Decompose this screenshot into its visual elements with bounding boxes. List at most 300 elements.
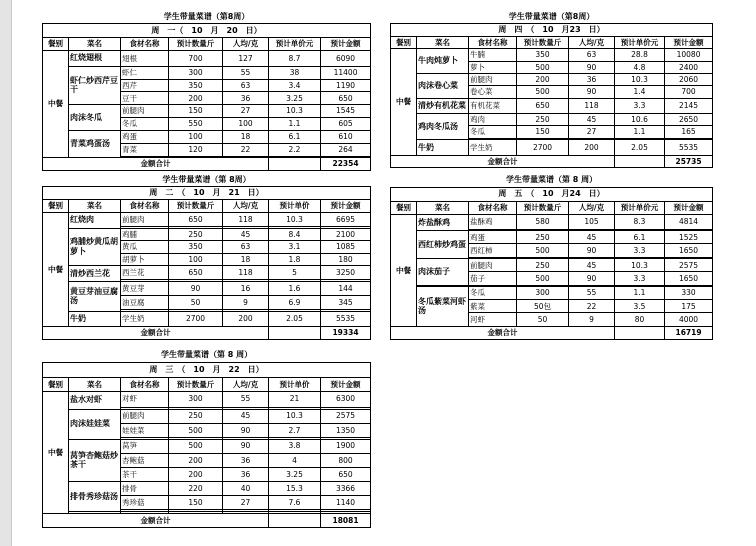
dish-name: 牛肉炖萝卜 — [417, 49, 469, 74]
table-row — [391, 49, 713, 61]
total-label: 金额合计 — [391, 326, 615, 339]
dish-name: 冬瓜紫菜河虾汤 — [417, 287, 469, 327]
unit-price: 3.1 — [269, 241, 321, 254]
unit-price: 3.25 — [269, 92, 321, 105]
unit-price: 21 — [269, 391, 321, 407]
table-row — [391, 73, 713, 85]
per-person: 90 — [569, 61, 615, 73]
ingredient: 盐酥鸡 — [469, 214, 517, 229]
ingredient: 牛腩 — [469, 49, 517, 61]
total-amount: 16719 — [665, 326, 713, 339]
column-header: 预计金额 — [321, 377, 371, 391]
column-header: 预计数量斤 — [169, 200, 223, 213]
column-header: 人均/克 — [223, 200, 269, 213]
quantity: 250 — [169, 228, 223, 241]
column-header: 预计单价元 — [269, 37, 321, 50]
quantity: 250 — [169, 409, 223, 423]
ingredient: 有机花菜 — [469, 98, 517, 113]
amount: 605 — [321, 118, 371, 131]
quantity: 50 — [169, 295, 223, 309]
menu-title: 学生带量菜谱（第8周） — [163, 12, 250, 22]
column-header: 菜名 — [417, 201, 469, 214]
column-header: 人均/克 — [223, 37, 269, 50]
total-amount: 22354 — [321, 158, 371, 171]
amount: 330 — [665, 287, 713, 300]
unit-price: 1.4 — [615, 86, 665, 98]
quantity: 220 — [169, 482, 223, 496]
column-header: 人均/克 — [569, 36, 615, 48]
quantity: 200 — [169, 453, 223, 467]
ingredient: 前腿肉 — [469, 259, 517, 272]
per-person: 45 — [569, 231, 615, 244]
unit-price: 10.6 — [615, 114, 665, 126]
menu-title: 学生带量菜谱（第 8 周） — [160, 349, 253, 359]
quantity: 100 — [169, 253, 223, 266]
amount: 10080 — [665, 49, 713, 61]
per-person: 27 — [569, 126, 615, 138]
amount: 650 — [321, 467, 371, 481]
column-header: 餐别 — [43, 200, 69, 213]
amount: 1140 — [321, 496, 371, 510]
amount: 5535 — [321, 311, 371, 327]
dish-name: 肉沫冬瓜 — [69, 105, 121, 131]
unit-price: 2.05 — [269, 311, 321, 327]
quantity: 300 — [517, 287, 569, 300]
dish-name: 肉沫茄子 — [417, 259, 469, 285]
meal-type: 中餐 — [391, 49, 417, 155]
column-header: 食材名称 — [121, 200, 169, 213]
column-header: 餐别 — [43, 377, 69, 391]
quantity: 200 — [169, 467, 223, 481]
amount: 4814 — [665, 214, 713, 229]
ingredient: 茄子 — [469, 272, 517, 285]
per-person: 90 — [223, 439, 269, 453]
quantity: 700 — [169, 50, 223, 66]
unit-price: 2.7 — [269, 423, 321, 437]
unit-price: 6.9 — [269, 295, 321, 309]
table-row — [391, 140, 713, 155]
column-header: 食材名称 — [469, 36, 517, 48]
ingredient: 冬瓜 — [469, 287, 517, 300]
unit-price: 1.1 — [615, 126, 665, 138]
menu-table-thursday — [390, 11, 713, 168]
column-header: 预计金额 — [321, 37, 371, 50]
per-person: 9 — [569, 313, 615, 326]
ingredient: 胡萝卜 — [121, 253, 169, 266]
amount: 1650 — [665, 244, 713, 257]
amount: 264 — [321, 143, 371, 156]
ingredient: 鸡肉 — [469, 114, 517, 126]
column-header: 预计数量斤 — [517, 36, 569, 48]
per-person: 55 — [569, 287, 615, 300]
per-person: 118 — [569, 98, 615, 113]
amount: 2650 — [665, 114, 713, 126]
unit-price: 3.3 — [615, 98, 665, 113]
amount: 165 — [665, 126, 713, 138]
amount: 6300 — [321, 391, 371, 407]
quantity: 300 — [169, 391, 223, 407]
menu-table-monday — [42, 11, 371, 171]
ingredient: 鸡蛋 — [469, 231, 517, 244]
ingredient: 前腿肉 — [121, 212, 169, 226]
ingredient: 豆干 — [121, 92, 169, 105]
total-spacer — [615, 326, 665, 339]
dish-name: 排骨秀珍菇汤 — [69, 482, 121, 512]
per-person: 45 — [223, 228, 269, 241]
per-person: 45 — [569, 259, 615, 272]
meal-type: 中餐 — [43, 391, 69, 513]
amount: 2060 — [665, 73, 713, 85]
per-person: 118 — [223, 212, 269, 226]
quantity: 650 — [169, 212, 223, 226]
quantity: 120 — [169, 143, 223, 156]
amount: 1545 — [321, 105, 371, 118]
week-date: 周 三 （ 10 月 22 日） — [43, 362, 371, 377]
quantity: 90 — [169, 281, 223, 295]
amount: 1190 — [321, 79, 371, 92]
unit-price: 3.8 — [269, 439, 321, 453]
unit-price: 3.25 — [269, 467, 321, 481]
table-row — [43, 409, 371, 423]
week-date: 周 一（ 10 月 20 日） — [43, 24, 371, 38]
amount: 2575 — [321, 409, 371, 423]
per-person: 63 — [223, 241, 269, 254]
unit-price: 2.2 — [269, 143, 321, 156]
per-person: 9 — [223, 295, 269, 309]
dish-name: 肉沫娃娃菜 — [69, 409, 121, 439]
unit-price: 5 — [269, 266, 321, 280]
unit-price: 4 — [269, 453, 321, 467]
per-person: 127 — [223, 50, 269, 66]
total-amount: 18081 — [321, 513, 371, 527]
ingredient: 学生奶 — [469, 140, 517, 155]
per-person: 90 — [569, 272, 615, 285]
table-row — [43, 228, 371, 241]
quantity: 50包 — [517, 300, 569, 313]
ingredient: 冬瓜 — [469, 126, 517, 138]
week-date: 周 四 （ 10 月23 日） — [391, 23, 713, 36]
ingredient: 排骨 — [121, 482, 169, 496]
total-spacer — [269, 327, 321, 340]
quantity: 250 — [517, 114, 569, 126]
column-header: 菜名 — [417, 36, 469, 48]
column-header: 食材名称 — [121, 377, 169, 391]
per-person: 27 — [223, 496, 269, 510]
menu-title: 学生带量菜谱（第 8周） — [162, 175, 251, 185]
quantity: 300 — [169, 66, 223, 79]
quantity: 500 — [169, 439, 223, 453]
dish-name: 莴笋杏鲍菇炒茶干 — [69, 439, 121, 482]
column-header: 食材名称 — [121, 37, 169, 50]
table-row — [43, 50, 371, 66]
unit-price: 28.8 — [615, 49, 665, 61]
table-row — [43, 311, 371, 327]
quantity: 250 — [517, 259, 569, 272]
unit-price: 8.7 — [269, 50, 321, 66]
menu-table-wednesday — [42, 348, 371, 528]
per-person: 45 — [569, 114, 615, 126]
per-person: 18 — [223, 253, 269, 266]
amount: 11400 — [321, 66, 371, 79]
unit-price: 3.3 — [615, 272, 665, 285]
per-person: 200 — [569, 140, 615, 155]
quantity: 650 — [517, 98, 569, 113]
table-row — [391, 214, 713, 229]
total-spacer — [615, 155, 665, 167]
dish-name: 红烧翅根 — [69, 50, 121, 66]
column-header: 预计单价元 — [615, 36, 665, 48]
table-row — [391, 114, 713, 126]
ingredient: 虾仁 — [121, 66, 169, 79]
unit-price: 6.1 — [269, 130, 321, 143]
column-header: 餐别 — [391, 201, 417, 214]
ingredient: 黄瓜 — [121, 241, 169, 254]
column-header: 预计数量斤 — [517, 201, 569, 214]
amount: 2400 — [665, 61, 713, 73]
quantity: 350 — [517, 49, 569, 61]
dish-name: 盐水对虾 — [69, 391, 121, 409]
per-person: 55 — [223, 391, 269, 407]
per-person: 100 — [223, 118, 269, 131]
per-person: 18 — [223, 130, 269, 143]
ingredient: 秀珍菇 — [121, 496, 169, 510]
ingredient: 鸡蛋 — [121, 130, 169, 143]
per-person: 36 — [223, 453, 269, 467]
quantity: 200 — [169, 92, 223, 105]
unit-price: 3.4 — [269, 79, 321, 92]
week-date: 周 二 （ 10 月 21 日） — [43, 187, 371, 200]
quantity: 150 — [169, 496, 223, 510]
amount: 1650 — [665, 272, 713, 285]
dish-name: 鸡脯炒黄瓜胡萝卜 — [69, 228, 121, 266]
amount: 175 — [665, 300, 713, 313]
table-row — [391, 287, 713, 300]
quantity: 500 — [517, 272, 569, 285]
amount: 1085 — [321, 241, 371, 254]
dish-name: 牛奶 — [417, 140, 469, 155]
quantity: 150 — [517, 126, 569, 138]
quantity: 580 — [517, 214, 569, 229]
ingredient: 西红柿 — [469, 244, 517, 257]
per-person: 36 — [569, 73, 615, 85]
unit-price: 15.3 — [269, 482, 321, 496]
meal-type: 中餐 — [391, 214, 417, 326]
quantity: 350 — [169, 241, 223, 254]
unit-price: 1.6 — [269, 281, 321, 295]
ingredient: 黄豆芽 — [121, 281, 169, 295]
dish-name: 西红柿炒鸡蛋 — [417, 231, 469, 259]
total-label: 金额合计 — [43, 327, 269, 340]
per-person: 16 — [223, 281, 269, 295]
meal-type: 中餐 — [43, 50, 69, 157]
table-row — [391, 98, 713, 113]
per-person: 55 — [223, 66, 269, 79]
menu-title: 学生带量菜谱（第 8 周） — [505, 175, 598, 185]
amount: 4000 — [665, 313, 713, 326]
ingredient: 紫菜 — [469, 300, 517, 313]
menu-table-friday — [390, 174, 713, 340]
dish-name: 鸡肉冬瓜汤 — [417, 114, 469, 140]
unit-price: 1.1 — [615, 287, 665, 300]
total-amount: 19334 — [321, 327, 371, 340]
amount: 2575 — [665, 259, 713, 272]
amount: 2100 — [321, 228, 371, 241]
dish-name: 肉沫卷心菜 — [417, 73, 469, 98]
table-row — [391, 259, 713, 272]
quantity: 350 — [169, 79, 223, 92]
ingredient: 前腿肉 — [469, 73, 517, 85]
amount: 345 — [321, 295, 371, 309]
amount: 650 — [321, 92, 371, 105]
per-person: 118 — [223, 266, 269, 280]
quantity: 150 — [169, 105, 223, 118]
per-person: 27 — [223, 105, 269, 118]
total-spacer — [269, 158, 321, 171]
dish-name: 清炒有机花菜 — [417, 98, 469, 113]
column-header: 菜名 — [69, 37, 121, 50]
quantity: 250 — [517, 231, 569, 244]
quantity: 50 — [517, 313, 569, 326]
unit-price: 3.5 — [615, 300, 665, 313]
column-header: 预计单价 — [269, 200, 321, 213]
per-person: 105 — [569, 214, 615, 229]
quantity: 2700 — [169, 311, 223, 327]
unit-price: 80 — [615, 313, 665, 326]
dish-name: 虾仁炒西芹豆干 — [69, 66, 121, 104]
unit-price: 8.4 — [269, 228, 321, 241]
ingredient: 西兰花 — [121, 266, 169, 280]
amount: 3366 — [321, 482, 371, 496]
per-person: 22 — [569, 300, 615, 313]
amount: 800 — [321, 453, 371, 467]
column-header: 预计单价 — [269, 377, 321, 391]
amount: 1900 — [321, 439, 371, 453]
column-header: 预计金额 — [321, 200, 371, 213]
quantity: 100 — [169, 130, 223, 143]
ingredient: 娃娃菜 — [121, 423, 169, 437]
ingredient: 杏鲍菇 — [121, 453, 169, 467]
quantity: 500 — [517, 244, 569, 257]
unit-price: 10.3 — [615, 259, 665, 272]
week-date: 周 五 （ 10 月24 日） — [391, 187, 713, 201]
per-person: 90 — [569, 86, 615, 98]
meal-type: 中餐 — [43, 212, 69, 326]
unit-price: 7.6 — [269, 496, 321, 510]
amount: 3250 — [321, 266, 371, 280]
ingredient: 油豆腐 — [121, 295, 169, 309]
amount: 610 — [321, 130, 371, 143]
quantity: 500 — [517, 86, 569, 98]
table-row — [43, 212, 371, 226]
table-row — [43, 439, 371, 453]
ingredient: 前腿肉 — [121, 105, 169, 118]
total-spacer — [269, 513, 321, 527]
dish-name: 牛奶 — [69, 311, 121, 327]
per-person: 45 — [223, 409, 269, 423]
ingredient: 翅根 — [121, 50, 169, 66]
ingredient: 冬瓜 — [121, 118, 169, 131]
amount: 6090 — [321, 50, 371, 66]
amount: 700 — [665, 86, 713, 98]
quantity: 500 — [169, 423, 223, 437]
unit-price: 3.3 — [615, 244, 665, 257]
amount: 1525 — [665, 231, 713, 244]
amount: 6695 — [321, 212, 371, 226]
table-row — [43, 391, 371, 407]
menu-table-tuesday — [42, 174, 371, 340]
ingredient: 茶干 — [121, 467, 169, 481]
quantity: 550 — [169, 118, 223, 131]
ingredient: 萝卜 — [469, 61, 517, 73]
ingredient: 西芹 — [121, 79, 169, 92]
dish-name: 清炒西兰花 — [69, 266, 121, 282]
menu-title: 学生带量菜谱（第8周） — [508, 11, 595, 21]
amount: 144 — [321, 281, 371, 295]
column-header: 预计单价元 — [615, 201, 665, 214]
total-label: 金额合计 — [43, 158, 269, 171]
unit-price: 1.8 — [269, 253, 321, 266]
amount: 5535 — [665, 140, 713, 155]
column-header: 预计数量斤 — [169, 37, 223, 50]
unit-price: 10.3 — [269, 212, 321, 226]
dish-name: 青菜鸡蛋汤 — [69, 130, 121, 157]
per-person: 63 — [223, 79, 269, 92]
dish-name: 黄豆芽油豆腐汤 — [69, 281, 121, 311]
table-row — [43, 266, 371, 280]
unit-price: 6.1 — [615, 231, 665, 244]
unit-price: 10.3 — [615, 73, 665, 85]
table-row — [43, 281, 371, 295]
ingredient: 前腿肉 — [121, 409, 169, 423]
quantity: 2700 — [517, 140, 569, 155]
column-header: 预计金额 — [665, 201, 713, 214]
unit-price: 1.1 — [269, 118, 321, 131]
per-person: 36 — [223, 92, 269, 105]
table-row — [391, 231, 713, 244]
ingredient: 对虾 — [121, 391, 169, 407]
column-header: 预计数量斤 — [169, 377, 223, 391]
ingredient: 莴笋 — [121, 439, 169, 453]
amount: 2145 — [665, 98, 713, 113]
per-person: 22 — [223, 143, 269, 156]
quantity: 650 — [169, 266, 223, 280]
amount: 1350 — [321, 423, 371, 437]
column-header: 人均/克 — [223, 377, 269, 391]
table-row — [43, 130, 371, 143]
total-label: 金额合计 — [43, 513, 269, 527]
column-header: 人均/克 — [569, 201, 615, 214]
table-row — [43, 66, 371, 79]
per-person: 36 — [223, 467, 269, 481]
ingredient: 卷心菜 — [469, 86, 517, 98]
total-label: 金额合计 — [391, 155, 615, 167]
dish-name: 红烧肉 — [69, 212, 121, 228]
column-header: 菜名 — [69, 377, 121, 391]
quantity: 200 — [517, 73, 569, 85]
unit-price: 4.8 — [615, 61, 665, 73]
unit-price: 10.3 — [269, 409, 321, 423]
table-row — [43, 105, 371, 118]
table-row — [43, 482, 371, 496]
quantity: 500 — [517, 61, 569, 73]
window-left-edge — [0, 0, 12, 546]
per-person: 90 — [223, 423, 269, 437]
per-person: 90 — [569, 244, 615, 257]
amount: 180 — [321, 253, 371, 266]
per-person: 200 — [223, 311, 269, 327]
column-header: 预计金额 — [665, 36, 713, 48]
ingredient: 学生奶 — [121, 311, 169, 327]
